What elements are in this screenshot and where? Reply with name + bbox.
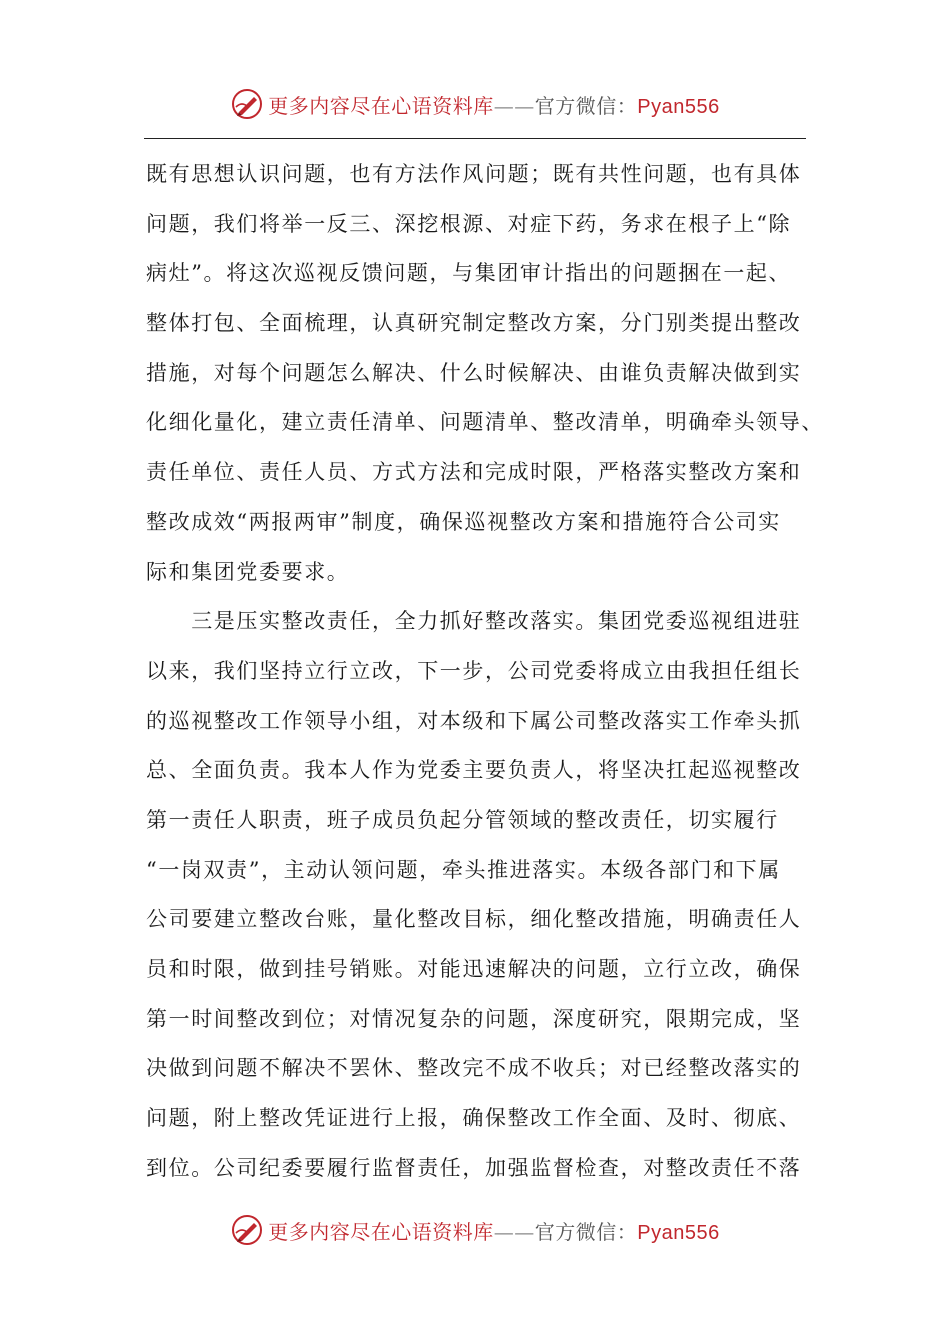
body-line: 决做到问题不解决不罢休、整改完不成不收兵；对已经整改落实的: [146, 1056, 802, 1081]
body-line: “一岗双责”，主动认领问题，牵头推进落实。本级各部门和下属: [146, 857, 781, 882]
body-line: 化细化量化，建立责任清单、问题清单、整改清单，明确牵头领导、: [146, 410, 824, 435]
body-line: 到位。公司纪委要履行监督责任，加强监督检查，对整改责任不落: [146, 1155, 802, 1180]
header-banner-separator: ——: [493, 93, 535, 118]
pen-logo-icon: [230, 87, 264, 121]
footer-banner-text: [268, 1216, 719, 1245]
footer-wechat-label: 官方微信：: [534, 1219, 638, 1244]
footer-banner-title: 更多内容尽在心语资料库: [268, 1219, 494, 1244]
body-line: 三是压实整改责任，全力抓好整改落实。集团党委巡视组进驻: [146, 609, 802, 634]
body-line: 病灶”。将这次巡视反馈问题，与集团审计指出的问题捆在一起、: [146, 261, 792, 286]
body-line: 措施，对每个问题怎么解决、什么时候解决、由谁负责解决做到实: [146, 360, 802, 385]
footer-banner: [0, 1210, 950, 1250]
pen-logo-icon: [230, 1213, 264, 1247]
header-divider: [144, 138, 806, 139]
body-line: 第一时间整改到位；对情况复杂的问题，深度研究，限期完成，坚: [146, 1006, 802, 1031]
body-line: 第一责任人职责，班子成员负起分管领域的整改责任，切实履行: [146, 807, 779, 832]
body-line: 问题，我们将举一反三、深挖根源、对症下药，务求在根子上“除: [146, 211, 792, 236]
header-banner-content: [230, 87, 719, 121]
body-line: 责任单位、责任人员、方式方法和完成时限，严格落实整改方案和: [146, 460, 802, 485]
document-body: [146, 150, 826, 1193]
body-line: 问题，附上整改凭证进行上报，确保整改工作全面、及时、彻底、: [146, 1106, 802, 1131]
body-line: 整体打包、全面梳理，认真研究制定整改方案，分门别类提出整改: [146, 311, 802, 336]
body-line: 际和集团党委要求。: [146, 559, 350, 584]
header-banner-text: [268, 90, 719, 119]
body-line: 的巡视整改工作领导小组，对本级和下属公司整改落实工作牵头抓: [146, 708, 802, 733]
body-line: 以来，我们坚持立行立改，下一步，公司党委将成立由我担任组长: [146, 658, 802, 683]
body-line: 员和时限，做到挂号销账。对能迅速解决的问题，立行立改，确保: [146, 957, 802, 981]
body-line: 总、全面负责。我本人作为党委主要负责人，将坚决扛起巡视整改: [146, 758, 802, 783]
body-line: 整改成效“两报两审”制度，确保巡视整改方案和措施符合公司实: [146, 509, 781, 534]
body-line: 公司要建立整改台账，量化整改目标，细化整改措施，明确责任人: [146, 907, 802, 932]
body-line: 既有思想认识问题，也有方法作风问题；既有共性问题，也有具体: [146, 162, 802, 186]
header-banner-title: 更多内容尽在心语资料库: [268, 93, 494, 118]
footer-banner-separator: ——: [493, 1219, 535, 1244]
header-wechat-label: 官方微信：: [534, 93, 638, 118]
header-banner: [0, 84, 950, 124]
footer-banner-content: [230, 1213, 719, 1247]
header-wechat-id: Pyan556: [637, 95, 720, 118]
footer-wechat-id: Pyan556: [637, 1221, 720, 1244]
